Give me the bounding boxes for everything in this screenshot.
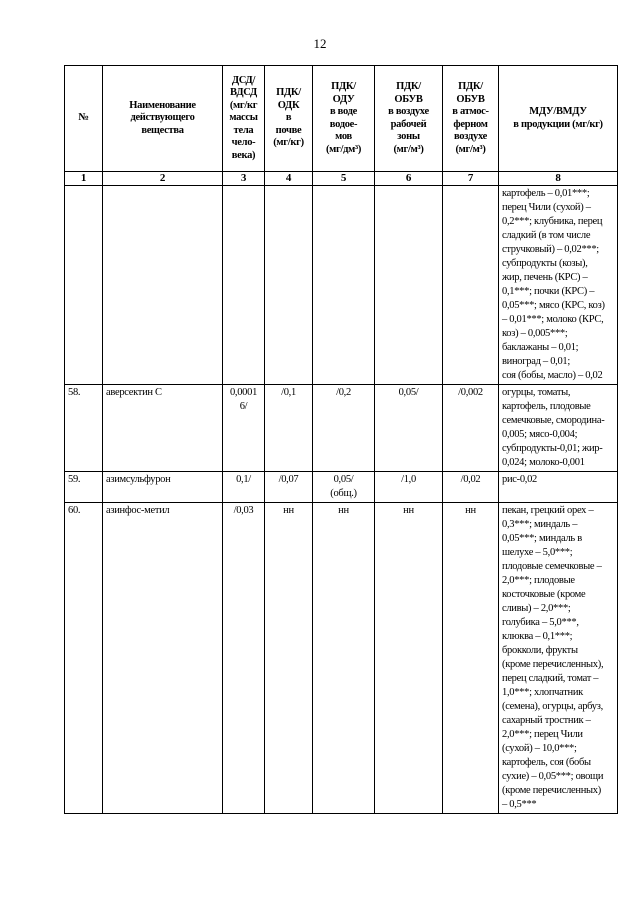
dsd-value: 0,1/	[223, 472, 265, 503]
table-row	[65, 385, 618, 472]
row-number: 58.	[65, 385, 103, 472]
pdk-work-air-value: нн	[375, 503, 443, 814]
pdk-water-value: 0,05/ (общ.)	[313, 472, 375, 503]
substance-name: аверсектин С	[103, 385, 223, 472]
pdk-work-air-value: /1,0	[375, 472, 443, 503]
row-number	[65, 186, 103, 385]
column-number: 1	[65, 172, 103, 186]
row-number: 59.	[65, 472, 103, 503]
pdk-soil-value: /0,1	[265, 385, 313, 472]
mdu-value: картофель – 0,01***; перец Чили (сухой) – 0,2***; клубника, перец сладкий (в том числе стручковый) – 0,02***; субпродукты (козы), жир, печень (КРС) – 0,1***; почки (КРС) – 0,05***; мясо (КРС, коз) – 0,01***; молоко (КРС, коз) – 0,005***; баклажаны – 0,01; виноград – 0,01; соя (бобы, масло) – 0,02	[499, 186, 618, 385]
column-number: 8	[499, 172, 618, 186]
column-number: 3	[223, 172, 265, 186]
pdk-atm-air-value: /0,02	[443, 472, 499, 503]
pdk-soil-value: /0,07	[265, 472, 313, 503]
page-number: 12	[313, 36, 327, 51]
pdk-water-value: нн	[313, 503, 375, 814]
pdk-soil-value: нн	[265, 503, 313, 814]
header-pdk-soil: ПДК/ ОДК в почве (мг/кг)	[265, 66, 313, 172]
pdk-work-air-value	[375, 186, 443, 385]
column-number: 6	[375, 172, 443, 186]
substance-name: азимсульфурон	[103, 472, 223, 503]
pdk-water-value	[313, 186, 375, 385]
header-number: №	[65, 66, 103, 172]
mdu-value: огурцы, томаты, картофель, плодовые семечковые, смородина- 0,005; мясо-0,004; субпродукты-0,01; жир- 0,024; молоко-0,001	[499, 385, 618, 472]
column-number: 7	[443, 172, 499, 186]
header-row	[65, 66, 618, 172]
column-number: 5	[313, 172, 375, 186]
mdu-value: пекан, грецкий орех – 0,3***; миндаль – 0,05***; миндаль в шелухе – 5,0***; плодовые семечковые – 2,0***; плодовые косточковые (кроме сливы) – 2,0***; голубика – 5,0***, клюква – 0,1***; брокколи, фрукты (кроме перечисленных), перец сладкий, томат – 1,0***; хлопчатник (семена), огурцы, арбуз, сахарный тростник – 2,0***; перец Чили (сухой) – 10,0***; картофель, соя (бобы сухие) – 0,05***; овощи (кроме перечисленных) – 0,5***	[499, 503, 618, 814]
substance-name	[103, 186, 223, 385]
column-number: 4	[265, 172, 313, 186]
substances-table	[64, 65, 618, 814]
pdk-soil-value	[265, 186, 313, 385]
pdk-work-air-value: 0,05/	[375, 385, 443, 472]
row-number: 60.	[65, 503, 103, 814]
dsd-value	[223, 186, 265, 385]
header-substance-name: Наименование действующего вещества	[103, 66, 223, 172]
dsd-value: 0,0001 6/	[223, 385, 265, 472]
mdu-value: рис-0,02	[499, 472, 618, 503]
table-row	[65, 503, 618, 814]
header-pdk-water: ПДК/ ОДУ в воде водое- мов (мг/дм³)	[313, 66, 375, 172]
pdk-atm-air-value: /0,002	[443, 385, 499, 472]
substance-name: азинфос-метил	[103, 503, 223, 814]
header-mdu: МДУ/ВМДУ в продукции (мг/кг)	[499, 66, 618, 172]
column-number: 2	[103, 172, 223, 186]
header-dsd: ДСД/ ВДСД (мг/кг массы тела чело- века)	[223, 66, 265, 172]
dsd-value: /0,03	[223, 503, 265, 814]
pdk-atm-air-value	[443, 186, 499, 385]
header-pdk-atm-air: ПДК/ ОБУВ в атмос- ферном воздухе (мг/м³)	[443, 66, 499, 172]
table-row	[65, 472, 618, 503]
pdk-atm-air-value: нн	[443, 503, 499, 814]
table-row	[65, 186, 618, 385]
header-pdk-work-air: ПДК/ ОБУВ в воздухе рабочей зоны (мг/м³)	[375, 66, 443, 172]
column-numbers-row	[65, 172, 618, 186]
pdk-water-value: /0,2	[313, 385, 375, 472]
